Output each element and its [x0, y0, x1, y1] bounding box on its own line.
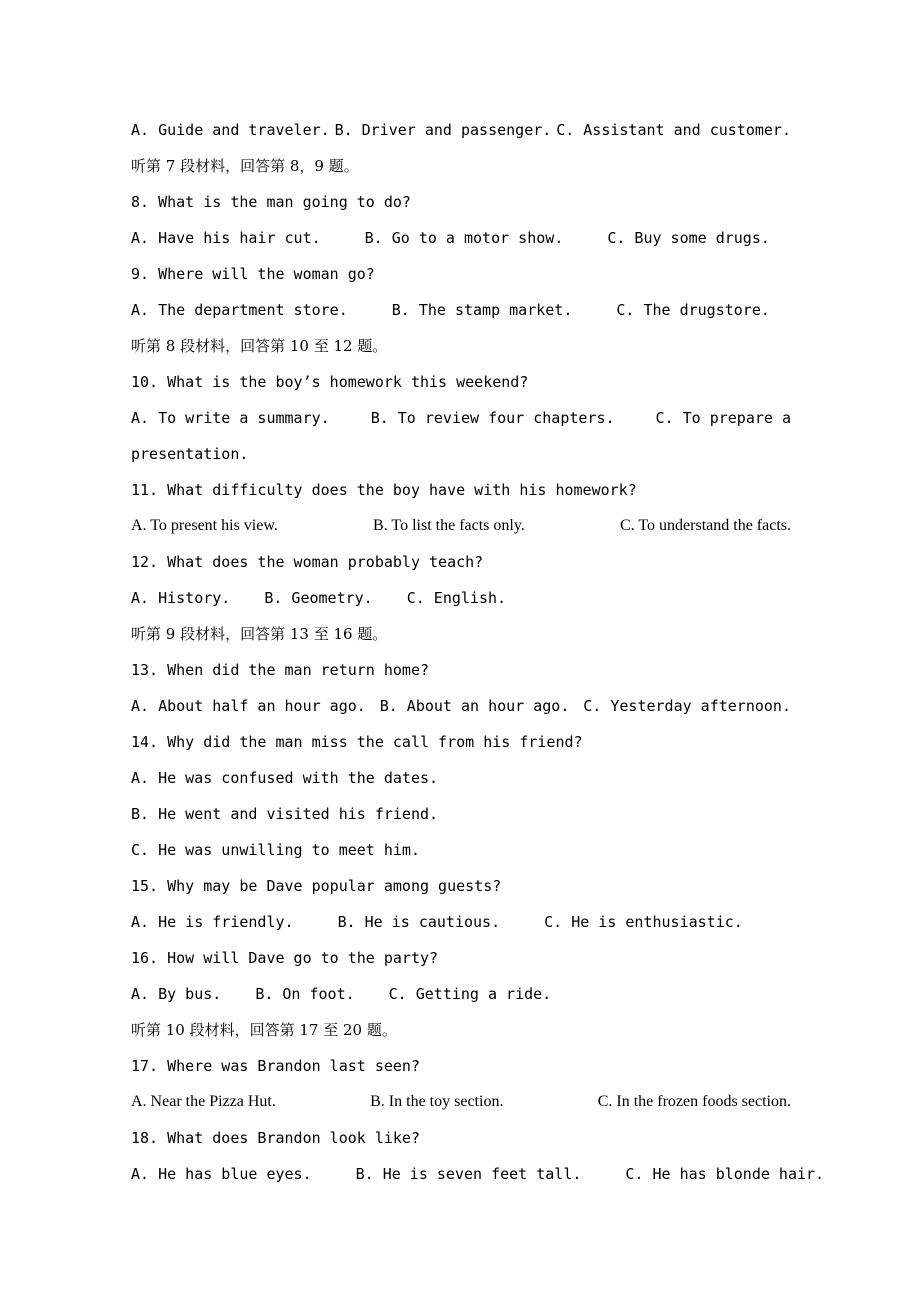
option-a: A. To present his view.	[131, 517, 278, 534]
option-a: A. Have his hair cut.	[131, 229, 321, 247]
question-12: 12. What does the woman probably teach?	[131, 553, 484, 571]
option-b: B. He went and visited his friend.	[131, 805, 439, 823]
options-q16	[131, 982, 791, 1006]
option-a: A. Guide and traveler.	[131, 121, 330, 139]
option-c: C. Yesterday afternoon.	[583, 697, 791, 715]
option-c: C. Assistant and customer.	[556, 121, 791, 139]
question-10: 10. What is the boy’s homework this weekend?	[131, 373, 529, 391]
option-b: B. He is cautious.	[337, 913, 501, 931]
option-b: B. In the toy section.	[370, 1093, 504, 1110]
option-a: A. Near the Pizza Hut.	[131, 1093, 276, 1110]
question-8: 8. What is the man going to do?	[131, 193, 411, 211]
section-header-8: 听第 8 段材料，回答第 10 至 12 题。	[131, 337, 388, 355]
options-q12	[131, 586, 791, 610]
options-q8	[131, 226, 791, 250]
option-b: B. He is seven feet tall.	[355, 1165, 582, 1183]
option-c: C. To prepare a	[655, 409, 791, 427]
option-b: B. About an hour ago.	[379, 697, 570, 715]
option-b: B. To review four chapters.	[370, 409, 615, 427]
options-q11	[131, 514, 791, 538]
options-q10	[131, 406, 791, 430]
question-15: 15. Why may be Dave popular among guests?	[131, 877, 502, 895]
option-b: B. Go to a motor show.	[364, 229, 564, 247]
option-a: A. By bus.	[131, 985, 222, 1003]
option-c: C. He is enthusiastic.	[544, 913, 743, 931]
option-b: B. The stamp market.	[391, 301, 573, 319]
question-13: 13. When did the man return home?	[131, 661, 430, 679]
option-b: B. Geometry.	[264, 589, 373, 607]
options-q18	[131, 1162, 825, 1186]
option-a: A. He has blue eyes.	[131, 1165, 312, 1183]
section-header-10: 听第 10 段材料，回答第 17 至 20 题。	[131, 1021, 397, 1039]
question-16: 16. How will Dave go to the party?	[131, 949, 439, 967]
question-18: 18. What does Brandon look like?	[131, 1129, 420, 1147]
section-header-7: 听第 7 段材料，回答第 8，9 题。	[131, 157, 359, 175]
options-q9	[131, 298, 791, 322]
option-c-continued: presentation.	[131, 445, 249, 463]
option-b: B. On foot.	[255, 985, 355, 1003]
option-b: B. Driver and passenger.	[334, 121, 552, 139]
question-17: 17. Where was Brandon last seen?	[131, 1057, 420, 1075]
option-c: C. Buy some drugs.	[607, 229, 770, 247]
question-9: 9. Where will the woman go?	[131, 265, 375, 283]
question-11: 11. What difficulty does the boy have with his homework?	[131, 481, 637, 499]
option-c: C. English.	[406, 589, 507, 607]
option-c: C. In the frozen foods section.	[597, 1093, 791, 1110]
option-c: C. To understand the facts.	[620, 517, 791, 534]
section-header-9: 听第 9 段材料，回答第 13 至 16 题。	[131, 625, 388, 643]
options-q13	[131, 694, 791, 718]
options-q15	[131, 910, 791, 934]
option-c: C. Getting a ride.	[388, 985, 552, 1003]
option-c: C. He was unwilling to meet him.	[131, 841, 420, 859]
option-a: A. About half an hour ago.	[131, 697, 366, 715]
options-q7	[131, 118, 791, 142]
option-c: C. He has blonde hair.	[625, 1165, 825, 1183]
option-a: A. History.	[131, 589, 231, 607]
option-a: A. To write a summary.	[131, 409, 330, 427]
option-a: A. He was confused with the dates.	[131, 769, 439, 787]
option-c: C. The drugstore.	[616, 301, 770, 319]
options-q17	[131, 1090, 791, 1114]
option-a: A. The department store.	[131, 301, 348, 319]
option-b: B. To list the facts only.	[373, 517, 525, 534]
option-a: A. He is friendly.	[131, 913, 294, 931]
question-14: 14. Why did the man miss the call from his friend?	[131, 733, 583, 751]
